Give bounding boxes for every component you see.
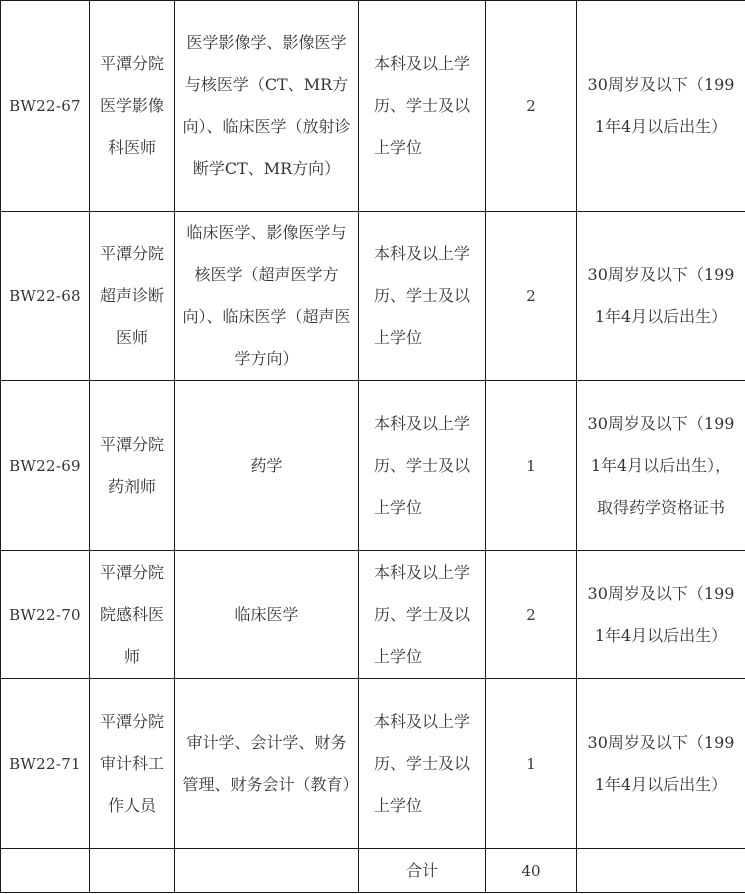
empty-cell	[175, 849, 359, 893]
department: 平潭分院审计科工作人员	[99, 711, 164, 815]
total-count: 40	[486, 849, 577, 893]
requirement: 30周岁及以下（1991年4月以后出生），取得药学资格证书	[587, 413, 735, 517]
requirement-cell	[577, 381, 745, 551]
education: 本科及以上学历、学士及以上学位	[374, 244, 471, 347]
requirement-cell	[577, 1, 745, 212]
department-cell	[90, 679, 175, 849]
department: 平潭分院院感科医师	[99, 562, 164, 666]
education-cell	[359, 212, 486, 381]
education-cell	[359, 551, 486, 679]
education-cell	[359, 1, 486, 212]
empty-cell	[577, 849, 745, 893]
table-row	[1, 212, 745, 381]
department-cell	[90, 381, 175, 551]
headcount: 2	[486, 212, 577, 381]
major-cell	[175, 551, 359, 679]
department-cell	[90, 212, 175, 381]
major-cell	[175, 679, 359, 849]
education: 本科及以上学历、学士及以上学位	[374, 413, 471, 517]
major: 药学	[250, 455, 283, 475]
major: 医学影像学、影像医学与核医学（CT、MR方向）、临床医学（放射诊断学CT、MR方向）	[182, 33, 351, 178]
department-cell	[90, 551, 175, 679]
headcount: 2	[486, 551, 577, 679]
empty-cell	[1, 849, 90, 893]
table-row	[1, 679, 745, 849]
major: 审计学、会计学、财务管理、财务会计（教育）	[182, 732, 359, 794]
position-code: BW22-70	[1, 551, 90, 679]
requirement: 30周岁及以下（1991年4月以后出生）	[587, 732, 735, 794]
requirement: 30周岁及以下（1991年4月以后出生）	[587, 265, 735, 326]
table-row	[1, 1, 745, 212]
department: 平潭分院医学影像科医师	[99, 54, 164, 157]
position-code: BW22-69	[1, 381, 90, 551]
major-cell	[175, 1, 359, 212]
department: 平潭分院药剂师	[99, 434, 164, 496]
total-label: 合计	[359, 849, 486, 893]
education: 本科及以上学历、学士及以上学位	[374, 562, 471, 666]
position-code: BW22-68	[1, 212, 90, 381]
table-row	[1, 381, 745, 551]
major-cell	[175, 381, 359, 551]
headcount: 2	[486, 1, 577, 212]
major: 临床医学	[234, 604, 299, 624]
requirement-cell	[577, 551, 745, 679]
headcount: 1	[486, 381, 577, 551]
education: 本科及以上学历、学士及以上学位	[374, 54, 471, 157]
education-cell	[359, 381, 486, 551]
education-cell	[359, 679, 486, 849]
headcount: 1	[486, 679, 577, 849]
department: 平潭分院超声诊断医师	[99, 244, 164, 347]
requirement: 30周岁及以下（1991年4月以后出生）	[587, 583, 735, 645]
requirement-cell	[577, 212, 745, 381]
requirement-cell	[577, 679, 745, 849]
major-cell	[175, 212, 359, 381]
department-cell	[90, 1, 175, 212]
empty-cell	[90, 849, 175, 893]
position-code: BW22-67	[1, 1, 90, 212]
requirement: 30周岁及以下（1991年4月以后出生）	[587, 75, 735, 136]
education: 本科及以上学历、学士及以上学位	[374, 711, 471, 815]
position-code: BW22-71	[1, 679, 90, 849]
total-row	[1, 849, 745, 893]
table-row	[1, 551, 745, 679]
major: 临床医学、影像医学与核医学（超声医学方向）、临床医学（超声医学方向）	[182, 223, 351, 368]
